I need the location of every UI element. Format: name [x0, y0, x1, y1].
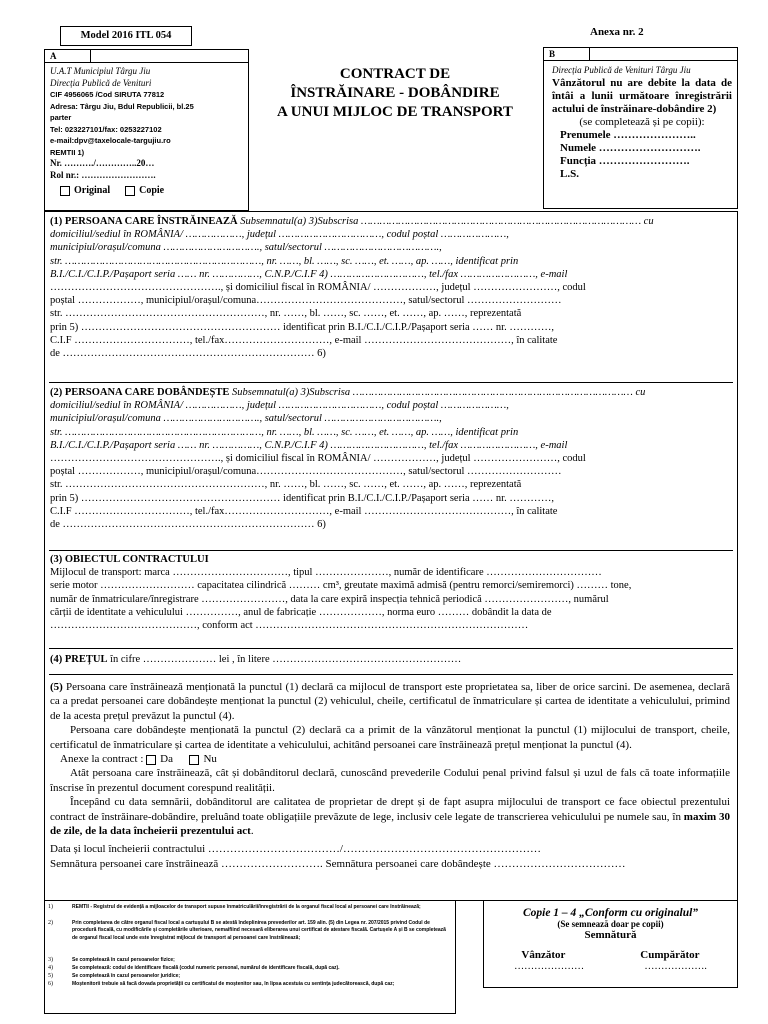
da-label: Da — [160, 753, 173, 766]
copy-box — [483, 900, 738, 988]
section-1-line-1[interactable]: domiciliul/sediul în ROMÂNIA/ ………………, județul ……………………………, codul poștal …………………, — [50, 229, 509, 241]
deadline-text: maxim 30 de zile, de la data încheierii prezentului act — [50, 810, 731, 838]
copy-title: Copie 1 – 4 „Conform cu originalul” — [522, 907, 699, 919]
box-b — [543, 47, 738, 209]
section-1-line-4[interactable]: B.I./C.I./C.I.P./Pașaport seria …… nr. ……………, C.N.P./C.I.F 4) …………………………, tel./fax ……………………, e-mail — [50, 268, 568, 280]
section-2-line-4[interactable]: B.I./C.I./C.I.P./Pașaport seria …… nr. ……………, C.N.P./C.I.F 4) …………………………, tel./fax ……………………, e-mail — [50, 439, 568, 451]
section-2-line-9[interactable]: C.I.F ……………………………, tel./fax…………………………, e-mail ……………………………………, în calitate — [50, 505, 558, 517]
remtii-line: REMTII 1) — [50, 147, 85, 157]
email-line: e-mail:dpv@taxelocale-targujiu.ro — [50, 136, 171, 145]
copy-subtitle: (Se semnează doar pe copii) — [557, 919, 664, 929]
section-5-p1: (5) Persoana care înstrăinează menționată la punctul (1) declară ca mijlocul de transport este proprietatea sa, liber de orice sarcini. De asemenea, declară ca a predat persoanei care dobândește menționat la punctul (2) vehiculul, cheile, certificatul de înmatriculare și cartea de identitate a vehiculului, primind de la acesta prețul prevăzut la punctul (4). — [50, 681, 730, 722]
section-5-p2: Persoana care dobândește menționată la punctul (2) declară ca a primit de la vânzătorul menționat la punctul (1) mijlocului de transport, cheile, certificatul de înmatriculare și cartea de identitate a vehiculului, achitând persoanei care înstrăinează prețul menționat la punctul (4). — [50, 724, 730, 751]
sign-buyer[interactable]: Semnătura persoanei care dobândește ……………………………… — [325, 857, 626, 870]
section-5-p4: Începând cu data semnării, dobânditorul are calitatea de proprietar de drept și de fapt asupra mijlocului de transport ce face obiectul prezentului contract de înstrăinare-dobândire, preluând toate obligațiile prevăzute de lege, inclusiv cele legate de transcrierea vehiculului pe numele sau, în maxim 30 de zile, de la data încheierii prezentului act. — [50, 796, 731, 838]
seller-label: Vânzător — [521, 949, 566, 961]
section-2-heading: (2) PERSOANA CARE DOBÂNDEȘTE — [50, 387, 230, 398]
prenumele-field[interactable]: Prenumele ………………….. — [560, 129, 696, 141]
section-2-line-2[interactable]: municipiul/orașul/comuna …………………………., satul/sectorul ………………………………., — [50, 413, 442, 425]
section-1-line-7[interactable]: str. …………………………………………………, nr. ……, bl. ……, sc. ……, et. ……, ap. ……, reprezentată — [50, 308, 522, 320]
box-b-tag: B — [544, 48, 737, 61]
number-line: Nr. ………./…………..20… — [50, 158, 155, 168]
box-a-content — [50, 66, 194, 197]
buyer-label: Cumpărător — [640, 949, 700, 961]
section-5-p3: Atât persoana care înstrăinează, cât și dobânditorul declară, cunoscând prevederile Codului penal privind falsul și uzul de fals că toate informațiile înscrise în prezentul document corespund realității. — [50, 767, 730, 794]
footnotes: 1) REMTII - Registrul de evidență a mijloacelor de transport supuse înmatriculării/înregistrării de la organul fiscal local al persoanei care înstrăinează; 2) Prin completarea de către organul fiscal local a cartușului B se atestă îndeplinirea prevederilor art. 159 alin. (5) din Legea nr. 207/2015 privind Codul de procedură fiscală, cu modificările și completările ulterioare, nemaifiind necesară eliberarea unui certificat de atestare fiscală. Cartușele A și B se completează de organul fiscal local unde este înregistrat mijlocul de transport al persoanei care înstrăinează; 3) Se completează în cazul persoanelor fizice; 4) Se completează: codul de identificare fiscală (codul numeric personal, numărul de identificare fiscală, după caz). 5) Se completează în cazul persoanelor juridice; 6) Moștenitorii trebuie să facă dovada proprietății cu certificatul de moștenitor sau, în lipsa acestuia cu sentința judecătorească, după caz; — [44, 900, 456, 1014]
nu-checkbox[interactable] — [189, 755, 199, 765]
debt-statement: Vânzătorul nu are debite la data de întâi a lunii următoare înregistrării actului de înstrăinare-dobândire 2) — [552, 77, 732, 115]
section-1-line-8[interactable]: prin 5) ………………………………………………… identificat prin B.I./C.I./C.I.P./Pașaport seria …… nr. …………, — [50, 321, 554, 333]
section-2-line-7[interactable]: str. …………………………………………………, nr. ……, bl. ……, sc. ……, et. ……, ap. ……, reprezentată — [50, 479, 522, 491]
section-2-line-10[interactable]: de ……………………………………………………………… 6) — [50, 519, 326, 531]
nu-label: Nu — [203, 753, 217, 766]
uat-line: U.A.T Municipiul Târgu Jiu — [50, 66, 151, 76]
sign-seller[interactable]: Semnătura persoanei care înstrăinează ………………………. — [50, 857, 323, 870]
section-1-line-3[interactable]: str. ………………………………………………………, nr. ……, bl. ……, sc. ……, et. ……, ap. ……, identificat prin — [50, 255, 519, 267]
phone-line: Tel: 023227101/fax: 0253227102 — [50, 124, 162, 134]
section-5 — [50, 680, 730, 871]
main-form — [44, 211, 738, 901]
numele-field[interactable]: Numele ………………………. — [560, 142, 701, 154]
section-1 — [50, 215, 730, 360]
seller-sign-line[interactable]: ………………… — [514, 961, 585, 972]
signatures-row — [50, 857, 730, 871]
section-1-line-2[interactable]: municipiul/orașul/comuna …………………………., satul/sectorul ………………………………., — [50, 242, 442, 254]
section-1-line-5[interactable]: …………………………………………., și domiciliul fiscal în ROMÂNIA/ ………………, județul ……………………, codul — [50, 282, 586, 294]
separator-4 — [49, 674, 733, 675]
box-a-tag: A — [45, 50, 248, 63]
section-1-line-9[interactable]: C.I.F ……………………………, tel./fax…………………………, e-mail ……………………………………, în calitate — [50, 334, 558, 346]
copy-sign-lines — [484, 961, 737, 972]
section-2-line-0[interactable]: Subsemnatul(a) 3)Subscrisa ……………………………………………………………………………… cu — [232, 387, 646, 398]
section-2-line-6[interactable]: poștal ………………, municipiul/orașul/comuna……………………………………, satul/sectorul ……………………… — [50, 466, 562, 478]
address-line-2: parter — [50, 113, 72, 122]
anexe-label: Anexe la contract : — [60, 753, 144, 766]
section-2-line-3[interactable]: str. ………………………………………………………, nr. ……, bl. ……, sc. ……, et. ……, ap. ……, identificat prin — [50, 426, 519, 438]
section-3-line-2[interactable]: număr de înmatriculare/înregistrare ……………………, data la care expiră inspecția tehnică periodică ……………………, numărul — [50, 593, 609, 605]
section-3-heading: (3) OBIECTUL CONTRACTULUI — [50, 554, 209, 565]
da-checkbox[interactable] — [146, 755, 156, 765]
section-1-line-0[interactable]: Subsemnatul(a) 3)Subscrisa ……………………………………………………………………………… cu — [240, 216, 654, 227]
title-line-3: A UNUI MIJLOC DE TRANSPORT — [277, 104, 513, 120]
box-b-content — [552, 64, 732, 181]
anexe-row — [50, 752, 730, 766]
section-4-heading: (4) PREȚUL — [50, 654, 108, 665]
box-b-header: Direcția Publică de Venituri Târgu Jiu — [552, 65, 691, 75]
copie-checkbox[interactable] — [125, 186, 135, 196]
section-2 — [50, 386, 730, 531]
section-3-line-1[interactable]: serie motor ……………………… capacitatea cilindrică ……… cm³, greutate maximă admisă (pentru remorci/semiremorci) ……… tone, — [50, 580, 632, 592]
address-line: Adresa: Târgu Jiu, Bdul Republicii, bl.25 — [50, 101, 194, 111]
original-checkbox[interactable] — [60, 186, 70, 196]
price-field[interactable]: în cifre ………………… lei , în litere ……………………………………………… — [110, 654, 462, 665]
title-line-1: CONTRACT DE — [339, 66, 451, 82]
buyer-sign-line[interactable]: ………………. — [644, 961, 707, 972]
functia-field[interactable]: Funcția ……………………. — [560, 155, 690, 167]
copie-label: Copie — [139, 185, 165, 196]
section-2-line-1[interactable]: domiciliul/sediul în ROMÂNIA/ ………………, județul ……………………………, codul poștal …………………, — [50, 400, 509, 412]
section-3-line-3[interactable]: cărții de identitate a vehiculului ……………, anul de fabricație ………………, norma euro ……… dobândit la data de — [50, 606, 552, 618]
section-2-line-8[interactable]: prin 5) ………………………………………………… identificat prin B.I./C.I./C.I.P./Pașaport seria …… nr. …………, — [50, 492, 554, 504]
box-a — [44, 49, 249, 211]
contract-title — [250, 65, 540, 122]
section-1-line-10[interactable]: de ……………………………………………………………… 6) — [50, 348, 326, 360]
separator-3 — [49, 648, 733, 649]
section-5-heading: (5) — [50, 681, 63, 693]
separator-1 — [49, 382, 733, 383]
separator-2 — [49, 550, 733, 551]
copy-note: (se completează și pe copii): — [579, 116, 705, 128]
original-copy-row — [50, 185, 194, 197]
copy-roles — [484, 949, 737, 961]
title-line-2: ÎNSTRĂINARE - DOBÂNDIRE — [290, 85, 500, 101]
original-label: Original — [74, 185, 111, 196]
section-2-line-5[interactable]: …………………………………………., și domiciliul fiscal în ROMÂNIA/ ………………, județul ……………………, codul — [50, 453, 586, 465]
section-3 — [50, 553, 730, 632]
section-3-line-0[interactable]: Mijlocul de transport: marca ……………………………, tipul …………………, număr de identificare …………………………… — [50, 567, 602, 579]
section-1-line-6[interactable]: poștal ………………, municipiul/orașul/comuna……………………………………, satul/sectorul ……………………… — [50, 295, 562, 307]
model-code: Model 2016 ITL 054 — [60, 26, 192, 46]
cif-line: CIF 4956065 /Cod SIRUTA 77812 — [50, 90, 165, 99]
date-place-line[interactable]: Data și locul încheierii contractului ………………………………/……………………………………………… — [50, 843, 541, 856]
directia-line: Direcția Publică de Venituri — [50, 77, 152, 88]
rol-line: Rol nr.: ……………………. — [50, 169, 156, 180]
section-1-heading: (1) PERSOANA CARE ÎNSTRĂINEAZĂ — [50, 216, 238, 227]
ls-label: L.S. — [560, 168, 579, 180]
signature-heading: Semnătură — [584, 929, 637, 941]
section-4 — [50, 653, 730, 666]
section-3-line-4[interactable]: ……………………………………, conform act …………………………………………………………………… — [50, 620, 529, 632]
anexa-label: Anexa nr. 2 — [590, 26, 644, 38]
